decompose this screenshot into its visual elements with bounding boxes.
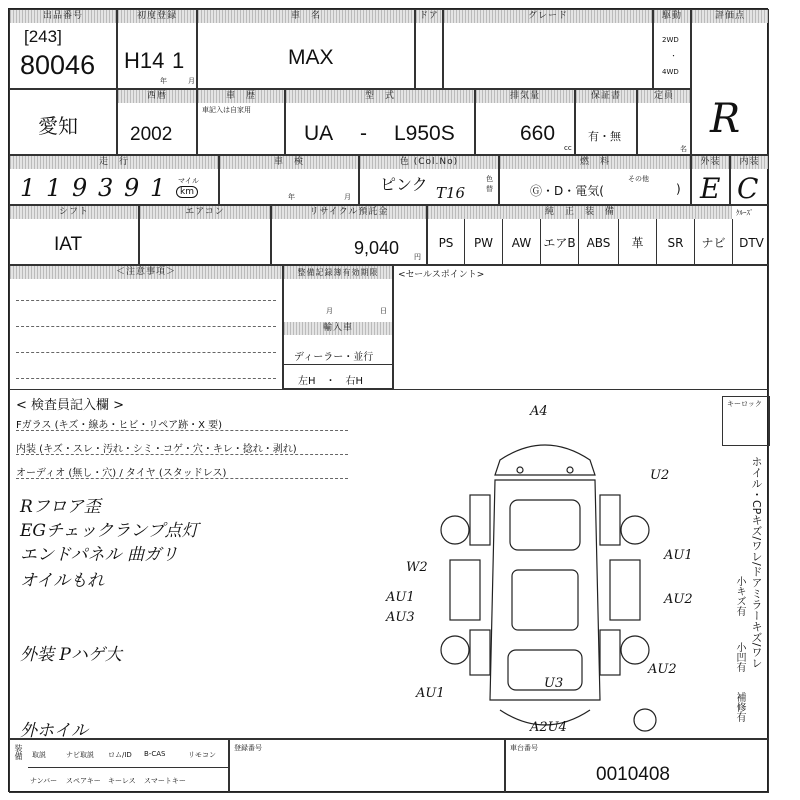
acc-navi-manual: ナビ取説 <box>66 751 94 759</box>
notes-header: ＜注意事項＞ <box>10 266 282 279</box>
mileage-km-unit: km <box>176 186 198 198</box>
mileage-digit-3: 9 <box>72 174 88 202</box>
drive-4wd: 4WD <box>662 68 679 76</box>
acc-smart-key: スマートキー <box>144 777 186 785</box>
inspector-line-audio: オーディオ (無し・穴) / タイヤ (スタッドレス) <box>16 468 227 479</box>
displacement-unit: cc <box>564 144 572 152</box>
year-header: 西暦 <box>118 90 196 103</box>
model-dash: - <box>360 122 367 145</box>
lot-cell <box>9 9 117 89</box>
small-dent-legend: 小凹有 <box>734 642 745 672</box>
color-change-label: 色替 <box>486 175 493 193</box>
mileage-digit-4: 3 <box>98 174 114 202</box>
first-reg-cell <box>117 9 197 89</box>
model-prefix: UA <box>304 122 334 145</box>
fuel-cell <box>499 155 691 205</box>
mark-au1-right: AU1 <box>664 548 693 563</box>
model-header: 型 式 <box>286 90 474 103</box>
exterior-score: E <box>700 172 721 205</box>
keylock-cell <box>722 396 770 446</box>
displacement-value: 660 <box>520 122 556 145</box>
note-outer-wheel: 外ホイル <box>20 721 88 741</box>
drive-cell: 駆動 2WD ・ 4WD <box>653 9 691 89</box>
equip-sr: SR <box>656 219 694 266</box>
auction-sheet <box>8 8 768 792</box>
car-diagram <box>430 420 660 740</box>
import-header: 輸入車 <box>284 322 392 335</box>
recycle-header: リサイクル預託金 <box>272 206 426 219</box>
warranty-cell <box>575 89 637 155</box>
capacity-unit: 名 <box>680 145 687 153</box>
mark-w2: W2 <box>406 560 428 575</box>
fuel-options: Ⓖ・D・電気( <box>530 184 604 198</box>
equipment-header: 純 正 装 備 <box>428 206 732 219</box>
year: 2002 <box>130 124 173 145</box>
history-note: 車記入は自家用 <box>202 106 251 114</box>
history-cell <box>197 89 285 155</box>
notes-cell <box>9 265 283 389</box>
mark-au2-right: AU2 <box>664 592 693 607</box>
sales-point-cell <box>393 265 769 389</box>
equip-navi: ナビ <box>694 219 732 266</box>
color-code: T16 <box>436 184 466 202</box>
shift-value: IAT <box>54 234 83 255</box>
grade-cell <box>443 9 653 89</box>
acc-manual: 取説 <box>32 751 46 759</box>
car-name: MAX <box>288 46 334 69</box>
repaired-legend: 補修有 <box>734 692 745 722</box>
interior-cell <box>730 155 769 205</box>
registration-header: 登録番号 <box>234 744 262 752</box>
inspection-month-unit: 月 <box>344 193 351 201</box>
car-name-header: 車 名 <box>198 10 414 23</box>
first-reg-month: 1 <box>172 48 185 73</box>
warranty-value: 有・無 <box>588 130 621 143</box>
score-cell <box>691 9 769 155</box>
mileage-cell <box>9 155 219 205</box>
acc-rom: ロム/ID <box>108 751 132 759</box>
recycle-cell <box>271 205 427 265</box>
inspector-line-interior: 内装 (キズ・スレ・汚れ・シミ・コゲ・穴・キレ・捻れ・剥れ) <box>16 444 297 455</box>
chassis-cell <box>505 739 769 793</box>
wheel-damage-legend: ホイル・CPキズ/ワレ/ドアミラーキズ/ワレ <box>750 456 763 669</box>
warranty-header: 保証書 <box>576 90 636 103</box>
sales-point-header: <セールスポイント> <box>398 270 485 280</box>
history-header: 車 歴 <box>198 90 284 103</box>
area-cell <box>9 89 117 155</box>
mileage-digit-2: 1 <box>46 174 62 202</box>
equip-airbag: エアB <box>540 219 578 266</box>
equip-dtv: DTV <box>732 219 770 266</box>
equip-ps: PS <box>438 235 454 250</box>
color-cell <box>359 155 499 205</box>
aircon-cell <box>139 205 271 265</box>
cruise-header: ｸﾙｰｽﾞ <box>736 209 754 217</box>
inspection-cell <box>219 155 359 205</box>
interior-header: 内装 <box>731 156 768 169</box>
inspector-header: < 検査員記入欄 > <box>16 398 125 413</box>
door-header: ドア <box>416 10 442 23</box>
chassis-number: 0010408 <box>596 764 670 785</box>
mark-au3: AU3 <box>386 610 415 625</box>
model-code: L950S <box>394 122 455 145</box>
note-rear-floor: Rフロア歪 <box>20 497 101 517</box>
record-day: 日 <box>380 307 387 315</box>
note-end-panel: エンドパネル 曲ガリ <box>20 545 179 565</box>
drive-2wd: 2WD <box>662 36 679 44</box>
acc-remote: リモコン <box>188 751 216 759</box>
fuel-header: 燃 料 <box>500 156 690 169</box>
model-cell <box>285 89 475 155</box>
record-header: 整備記録簿有効期限 <box>284 266 392 279</box>
first-reg-header: 初度登録 <box>118 10 196 23</box>
equip-aw: AW <box>502 219 540 266</box>
note-engine-lamp: EGチェックランプ点灯 <box>20 521 199 541</box>
year-cell <box>117 89 197 155</box>
displacement-cell <box>475 89 575 155</box>
color-header: 色 (Col.No) <box>360 156 498 169</box>
lot-prefix: [243] <box>24 27 62 46</box>
recycle-fee: 9,040 <box>354 238 400 258</box>
mileage-digit-5: 9 <box>124 174 140 202</box>
score-header: 評価点 <box>692 10 768 23</box>
note-oil-leak: オイルもれ <box>20 571 105 591</box>
mark-u3: U3 <box>544 676 564 691</box>
mileage-digit-1: 1 <box>20 174 36 202</box>
lot-header: 出品番号 <box>10 10 116 23</box>
displacement-header: 排気量 <box>476 90 574 103</box>
note-paint-peel: 外装 Pハゲ大 <box>20 645 122 665</box>
exterior-header: 外装 <box>692 156 729 169</box>
exterior-cell <box>691 155 730 205</box>
shift-header: シフト <box>10 206 138 219</box>
drive-header: 駆動 <box>654 10 690 23</box>
inspector-area <box>9 389 769 739</box>
capacity-cell <box>637 89 691 155</box>
equip-leather: 革 <box>618 219 656 266</box>
lot-number: 80046 <box>20 50 96 80</box>
inspection-header: 車 検 <box>220 156 358 169</box>
import-handle: 左H ・ 右H <box>298 376 364 387</box>
capacity-header: 定員 <box>638 90 690 103</box>
grade-header: グレード <box>444 10 652 23</box>
import-type: ディーラー・並行 <box>294 352 374 363</box>
record-cell <box>283 265 393 389</box>
first-reg-era: H14 <box>124 48 165 73</box>
mileage-header: 走 行 <box>10 156 218 169</box>
mileage-mile-unit: マイル <box>178 177 199 185</box>
door-cell <box>415 9 443 89</box>
acc-spare-key: スペアキー <box>66 777 101 785</box>
accessories-header: 装備 <box>14 744 23 760</box>
mileage-digit-6: 1 <box>150 174 166 202</box>
registration-cell <box>229 739 505 793</box>
color-name: ピンク <box>380 177 428 194</box>
equip-abs: ABS <box>578 219 618 266</box>
keylock-header: キーロック <box>727 400 762 408</box>
car-name-cell <box>197 9 415 89</box>
small-scratch-legend: 小キズ有 <box>734 576 745 616</box>
inspector-line-glass: Fガラス (キズ・線あ・ヒビ・リペア跡・X 要) <box>16 420 223 431</box>
equip-pw: PW <box>464 219 502 266</box>
recycle-unit: 円 <box>414 253 421 261</box>
shift-cell <box>9 205 139 265</box>
chassis-header: 車台番号 <box>510 744 538 752</box>
acc-number: ナンバー <box>30 777 58 785</box>
inspection-year-unit: 年 <box>288 193 295 201</box>
acc-keyless: キーレス <box>108 777 136 785</box>
acc-bcas: B-CAS <box>144 750 166 758</box>
mark-au1-left: AU1 <box>386 590 415 605</box>
month-unit: 月 <box>188 77 195 85</box>
mark-a4: A4 <box>530 404 548 419</box>
mark-au1-rear: AU1 <box>416 686 445 701</box>
area: 愛知 <box>38 116 78 138</box>
aircon-header: エアコン <box>140 206 270 219</box>
mark-a2u4: A2U4 <box>530 720 567 735</box>
interior-score: C <box>737 172 759 205</box>
accessories-cell <box>9 739 229 793</box>
mark-u2: U2 <box>650 468 670 483</box>
equipment-cell <box>427 205 769 265</box>
score-value: R <box>710 96 741 142</box>
year-unit: 年 <box>160 77 167 85</box>
fuel-other: その他 <box>628 175 649 183</box>
record-month: 月 <box>326 307 333 315</box>
fuel-close: ) <box>676 182 681 196</box>
mark-au2-rear: AU2 <box>648 662 677 677</box>
